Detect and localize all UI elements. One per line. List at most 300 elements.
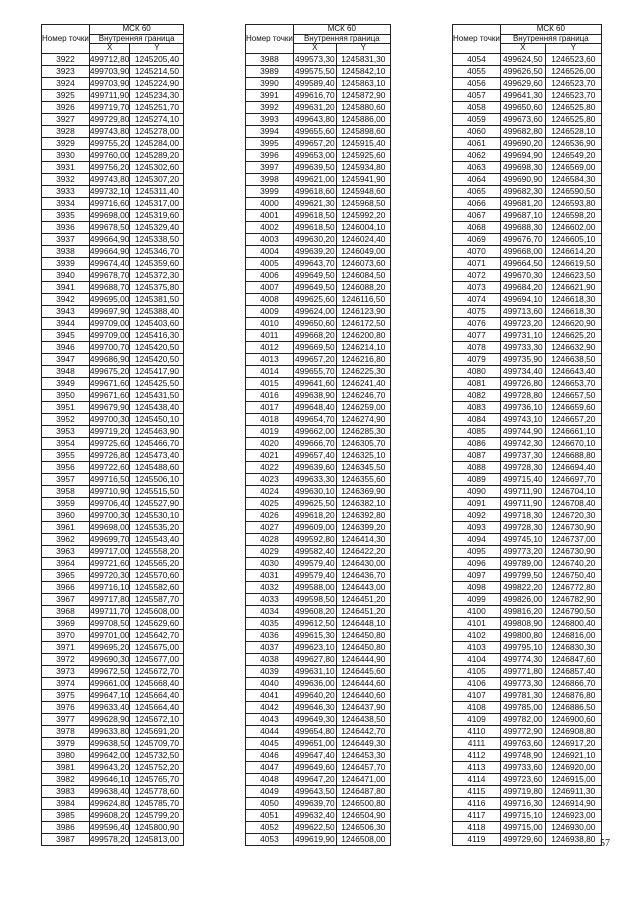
x-cell: 499695,00 (89, 293, 130, 304)
x-cell: 499651,00 (295, 737, 335, 748)
table-row (42, 341, 184, 353)
x-cell: 499579,40 (295, 557, 335, 568)
point-number-header: Номер точки (246, 25, 294, 54)
point-number-cell: 4064 (453, 173, 501, 185)
x-cell: 499715,00 (500, 821, 545, 833)
point-number-cell: 4044 (246, 725, 294, 737)
point-number-cell: 3988 (246, 53, 294, 65)
point-number-cell: 3979 (42, 737, 90, 749)
x-cell: 499640,20 (295, 689, 335, 700)
y-cell: 1246525,80 (545, 101, 601, 113)
y-cell: 1246911,30 (545, 785, 601, 797)
y-cell: 1245311,40 (130, 185, 184, 197)
point-number-cell: 3949 (42, 377, 90, 389)
point-number-cell: 4050 (246, 797, 294, 809)
table-row (246, 389, 391, 401)
x-cell: 499789,00 (500, 557, 545, 569)
y-cell: 1245307,20 (130, 173, 184, 185)
table-row (453, 149, 602, 161)
point-number-cell: 4055 (453, 65, 501, 77)
point-number-cell: 4059 (453, 113, 501, 125)
point-number-cell: 4058 (453, 101, 501, 113)
point-number-cell: 4008 (246, 293, 294, 305)
x-cell: 499717,00 (89, 545, 130, 556)
table-row (42, 545, 184, 557)
y-cell: 1246866,70 (545, 677, 601, 689)
point-number-cell: 3932 (42, 173, 90, 185)
table-row (453, 785, 602, 797)
point-number-cell: 3933 (42, 185, 90, 197)
x-cell: 499726,80 (89, 449, 130, 460)
point-number-cell: 3980 (42, 749, 90, 761)
table-row (246, 185, 391, 197)
table-row (246, 401, 391, 413)
point-number-cell: 3961 (42, 521, 90, 533)
table-row (246, 293, 391, 305)
point-number-cell: 4016 (246, 389, 294, 401)
x-cell: 499631,10 (295, 665, 335, 676)
point-number-cell: 4061 (453, 137, 501, 149)
point-number-cell: 3953 (42, 425, 90, 437)
table-row (453, 677, 602, 689)
x-cell: 499681,20 (500, 197, 545, 209)
y-cell: 1246605,10 (545, 233, 601, 245)
y-cell: 1245284,00 (130, 137, 184, 149)
point-number-cell: 4034 (246, 605, 294, 617)
point-number-cell: 4079 (453, 353, 501, 365)
x-cell: 499664,90 (89, 233, 130, 244)
y-cell: 1245278,00 (130, 125, 184, 137)
table-row (453, 689, 602, 701)
table-row (246, 281, 391, 293)
y-cell: 1246790,50 (545, 605, 601, 617)
table-row (453, 761, 602, 773)
x-cell: 499737,30 (500, 449, 545, 461)
x-cell: 499682,30 (500, 185, 545, 197)
x-cell: 499742,30 (500, 437, 545, 449)
y-cell: 1245214,50 (130, 65, 184, 77)
table-row (42, 65, 184, 77)
y-cell: 1246438,50 (336, 713, 390, 725)
x-cell: 499721,60 (89, 557, 130, 568)
y-cell: 1246694,40 (545, 461, 601, 473)
x-cell: 499592,80 (295, 533, 335, 544)
table-row (453, 389, 602, 401)
x-cell: 499638,40 (89, 785, 130, 796)
x-cell: 499698,30 (500, 161, 545, 173)
table-row (453, 449, 602, 461)
table-row (453, 497, 602, 509)
y-cell: 1245224,90 (130, 77, 184, 89)
y-cell: 1246004,10 (336, 221, 390, 233)
y-cell: 1245587,70 (130, 593, 184, 605)
table-row (246, 509, 391, 521)
point-number-cell: 4053 (246, 833, 294, 845)
y-cell: 1246876,80 (545, 689, 601, 701)
y-cell: 1246590,50 (545, 185, 601, 197)
table-row (42, 257, 184, 269)
point-number-cell: 3963 (42, 545, 90, 557)
table-row (453, 473, 602, 485)
y-cell: 1246440,60 (336, 689, 390, 701)
x-cell: 499719,80 (500, 785, 545, 797)
point-number-cell: 4040 (246, 677, 294, 689)
y-cell: 1245941,90 (336, 173, 390, 185)
table-row (42, 173, 184, 185)
y-cell: 1246084,50 (336, 269, 390, 281)
y-cell: 1246618,30 (545, 305, 601, 317)
x-cell: 499639,50 (295, 161, 335, 172)
x-cell: 499716,50 (89, 473, 130, 484)
y-cell: 1246422,20 (336, 545, 390, 557)
table-row (246, 797, 391, 809)
table-row (246, 533, 391, 545)
table-row (42, 509, 184, 521)
y-cell: 1245388,40 (130, 305, 184, 317)
x-cell: 499743,10 (500, 413, 545, 425)
y-cell: 1246049,00 (336, 245, 390, 257)
x-cell: 499653,00 (295, 149, 335, 160)
point-number-cell: 4000 (246, 197, 294, 209)
table-row (42, 365, 184, 377)
table-row (42, 569, 184, 581)
table-row (453, 641, 602, 653)
point-number-cell: 4106 (453, 677, 501, 689)
table-row (42, 797, 184, 809)
y-cell: 1246259,00 (336, 401, 390, 413)
x-cell: 499648,40 (295, 401, 335, 412)
point-number-header: Номер точки (42, 25, 90, 54)
point-number-cell: 4048 (246, 773, 294, 785)
table-row (246, 521, 391, 533)
table-row (42, 629, 184, 641)
y-cell: 1246443,00 (336, 581, 390, 593)
point-number-cell: 4033 (246, 593, 294, 605)
table-row (42, 353, 184, 365)
table-row (453, 749, 602, 761)
point-number-cell: 4073 (453, 281, 501, 293)
x-cell: 499642,00 (89, 749, 130, 760)
table-row (42, 305, 184, 317)
y-cell: 1245463,90 (130, 425, 184, 437)
x-cell: 499627,80 (295, 653, 335, 664)
x-cell: 499661,00 (89, 677, 130, 688)
y-cell: 1246508,00 (336, 833, 390, 845)
x-cell: 499609,00 (295, 521, 335, 532)
x-cell: 499629,60 (500, 77, 545, 89)
y-cell: 1246659,60 (545, 401, 601, 413)
point-number-cell: 4023 (246, 473, 294, 485)
table-row (246, 197, 391, 209)
y-cell: 1245488,60 (130, 461, 184, 473)
table-row (453, 173, 602, 185)
point-number-cell: 4002 (246, 221, 294, 233)
y-cell: 1246661,10 (545, 425, 601, 437)
table-row (453, 521, 602, 533)
point-number-cell: 4029 (246, 545, 294, 557)
point-number-cell: 4041 (246, 689, 294, 701)
table-row (246, 773, 391, 785)
table-row (246, 701, 391, 713)
coordinates-table-3 (452, 24, 602, 846)
y-cell: 1246900,60 (545, 713, 601, 725)
x-cell: 499745,10 (500, 533, 545, 545)
y-cell: 1246123,90 (336, 305, 390, 317)
x-cell: 499771,80 (500, 665, 545, 677)
table-row (246, 353, 391, 365)
x-cell: 499647,10 (89, 689, 130, 700)
point-number-cell: 3997 (246, 161, 294, 173)
table-row (246, 593, 391, 605)
x-cell: 499624,00 (295, 305, 335, 316)
table-row (42, 125, 184, 137)
table-row (246, 317, 391, 329)
y-cell: 1245675,00 (130, 641, 184, 653)
point-number-cell: 3975 (42, 689, 90, 701)
table-row (42, 413, 184, 425)
y-cell: 1246657,20 (545, 413, 601, 425)
y-cell: 1246450,80 (336, 641, 390, 653)
y-cell: 1245329,40 (130, 221, 184, 233)
table-row (453, 545, 602, 557)
table-row (453, 485, 602, 497)
y-cell: 1246584,30 (545, 173, 601, 185)
point-number-cell: 4113 (453, 761, 501, 773)
x-cell: 499633,80 (89, 725, 130, 736)
table-row (453, 185, 602, 197)
point-number-cell: 3934 (42, 197, 90, 209)
point-number-cell: 3958 (42, 485, 90, 497)
x-cell: 499666,70 (295, 437, 335, 448)
point-number-cell: 4076 (453, 317, 501, 329)
x-cell: 499785,00 (500, 701, 545, 713)
point-number-cell: 4070 (453, 245, 501, 257)
table-row (42, 53, 184, 65)
point-number-cell: 3947 (42, 353, 90, 365)
point-number-cell: 4111 (453, 737, 501, 749)
x-cell: 499755,20 (89, 137, 130, 148)
point-number-cell: 4108 (453, 701, 501, 713)
y-cell: 1245515,50 (130, 485, 184, 497)
x-cell: 499626,50 (500, 65, 545, 77)
x-cell: 499703,90 (89, 77, 130, 88)
x-cell: 499676,70 (500, 233, 545, 245)
point-number-cell: 4037 (246, 641, 294, 653)
point-number-cell: 4118 (453, 821, 501, 833)
boundary-header: Внутренняя граница (500, 34, 601, 44)
point-number-cell: 4028 (246, 533, 294, 545)
table-row (246, 413, 391, 425)
point-number-cell: 4038 (246, 653, 294, 665)
x-cell: 499687,10 (500, 209, 545, 221)
table-row (246, 329, 391, 341)
x-cell: 499673,60 (500, 113, 545, 125)
x-cell: 499619,90 (295, 833, 335, 844)
point-number-cell: 4056 (453, 77, 501, 89)
x-cell: 499700,30 (89, 509, 130, 520)
x-cell: 499697,90 (89, 305, 130, 316)
x-cell: 499716,30 (500, 797, 545, 809)
y-cell: 1246399,20 (336, 521, 390, 533)
point-number-cell: 4004 (246, 245, 294, 257)
x-cell: 499722,60 (89, 461, 130, 472)
point-number-cell: 4030 (246, 557, 294, 569)
x-cell: 499657,20 (295, 137, 335, 148)
x-cell: 499657,40 (295, 449, 335, 460)
x-cell: 499826,00 (500, 593, 545, 605)
x-header: X (293, 44, 336, 54)
x-cell: 499711,90 (500, 485, 545, 497)
table-row (42, 473, 184, 485)
y-cell: 1245543,40 (130, 533, 184, 545)
table-row (246, 833, 391, 845)
x-cell: 499716,10 (89, 581, 130, 592)
y-cell: 1246730,90 (545, 545, 601, 557)
x-cell: 499709,00 (89, 317, 130, 328)
y-cell: 1245752,20 (130, 761, 184, 773)
point-number-cell: 3999 (246, 185, 294, 197)
x-cell: 499717,80 (89, 593, 130, 604)
y-cell: 1246451,20 (336, 593, 390, 605)
y-cell: 1246414,30 (336, 533, 390, 545)
point-number-cell: 3943 (42, 305, 90, 317)
point-number-cell: 3971 (42, 641, 90, 653)
point-number-cell: 4021 (246, 449, 294, 461)
table-row (246, 485, 391, 497)
point-number-cell: 4083 (453, 401, 501, 413)
table-row (42, 773, 184, 785)
x-cell: 499795,10 (500, 641, 545, 653)
point-number-cell: 3991 (246, 89, 294, 101)
x-cell: 499664,90 (89, 245, 130, 256)
table-row (453, 161, 602, 173)
point-number-cell: 4047 (246, 761, 294, 773)
table-row (453, 125, 602, 137)
table-row (246, 665, 391, 677)
table-row (246, 113, 391, 125)
x-cell: 499618,50 (295, 209, 335, 220)
table-row (453, 317, 602, 329)
point-number-cell: 4043 (246, 713, 294, 725)
x-cell: 499782,00 (500, 713, 545, 725)
point-number-cell: 4103 (453, 641, 501, 653)
table-row (42, 245, 184, 257)
table-row (42, 713, 184, 725)
boundary-header: Внутренняя граница (89, 34, 184, 44)
y-cell: 1245234,30 (130, 89, 184, 101)
y-cell: 1245346,70 (130, 245, 184, 257)
point-number-cell: 4051 (246, 809, 294, 821)
x-cell: 499699,70 (89, 533, 130, 544)
point-number-cell: 4105 (453, 665, 501, 677)
y-cell: 1246930,00 (545, 821, 601, 833)
table-row (453, 629, 602, 641)
y-cell: 1245886,00 (336, 113, 390, 125)
x-cell: 499723,20 (500, 317, 545, 329)
point-number-cell: 3987 (42, 833, 90, 845)
y-cell: 1246382,10 (336, 497, 390, 509)
x-cell: 499684,20 (500, 281, 545, 293)
x-cell: 499703,90 (89, 65, 130, 76)
x-cell: 499573,30 (295, 53, 335, 64)
point-number-cell: 3955 (42, 449, 90, 461)
y-header: Y (545, 44, 601, 54)
x-cell: 499589,40 (295, 77, 335, 88)
x-cell: 499700,70 (89, 341, 130, 352)
y-cell: 1245450,10 (130, 413, 184, 425)
y-cell: 1246536,90 (545, 137, 601, 149)
x-cell: 499596,40 (89, 821, 130, 832)
point-number-cell: 4090 (453, 485, 501, 497)
point-number-cell: 3983 (42, 785, 90, 797)
table-row (42, 761, 184, 773)
x-cell: 499774,30 (500, 653, 545, 665)
x-cell: 499578,20 (89, 833, 130, 844)
point-number-cell: 4060 (453, 125, 501, 137)
table-row (453, 617, 602, 629)
table-row (246, 473, 391, 485)
x-cell: 499694,10 (500, 293, 545, 305)
x-cell: 499720,30 (89, 569, 130, 580)
y-cell: 1246653,70 (545, 377, 601, 389)
point-number-cell: 4071 (453, 257, 501, 269)
y-cell: 1245438,40 (130, 401, 184, 413)
table-row (42, 809, 184, 821)
table-row (246, 377, 391, 389)
table-row (42, 161, 184, 173)
x-cell: 499618,20 (295, 509, 335, 520)
point-number-cell: 4097 (453, 569, 501, 581)
table-row (246, 605, 391, 617)
table-row (246, 425, 391, 437)
point-number-cell: 3959 (42, 497, 90, 509)
x-cell: 499643,50 (295, 785, 335, 796)
point-number-cell: 3990 (246, 77, 294, 89)
point-number-cell: 4112 (453, 749, 501, 761)
point-number-cell: 4100 (453, 605, 501, 617)
table-row (42, 281, 184, 293)
point-number-cell: 4082 (453, 389, 501, 401)
point-number-cell: 4039 (246, 665, 294, 677)
point-number-cell: 4018 (246, 413, 294, 425)
y-cell: 1245785,70 (130, 797, 184, 809)
point-number-cell: 4107 (453, 689, 501, 701)
x-cell: 499688,70 (89, 281, 130, 292)
y-cell: 1245338,50 (130, 233, 184, 245)
x-cell: 499690,20 (500, 137, 545, 149)
point-number-cell: 3993 (246, 113, 294, 125)
y-cell: 1245416,30 (130, 329, 184, 341)
y-cell: 1246444,60 (336, 677, 390, 689)
point-number-cell: 3957 (42, 473, 90, 485)
table-row (42, 449, 184, 461)
x-cell: 499615,30 (295, 629, 335, 640)
point-number-cell: 3973 (42, 665, 90, 677)
y-cell: 1246643,40 (545, 365, 601, 377)
point-number-cell: 4094 (453, 533, 501, 545)
table-row (246, 149, 391, 161)
x-cell: 499654,70 (295, 413, 335, 424)
table-row (246, 269, 391, 281)
y-cell: 1246453,30 (336, 749, 390, 761)
point-number-cell: 4063 (453, 161, 501, 173)
x-cell: 499671,60 (89, 389, 130, 400)
x-cell: 499674,40 (89, 257, 130, 268)
y-header: Y (130, 44, 184, 54)
x-cell: 499618,60 (295, 185, 335, 196)
point-number-cell: 4119 (453, 833, 501, 845)
table-row (453, 401, 602, 413)
